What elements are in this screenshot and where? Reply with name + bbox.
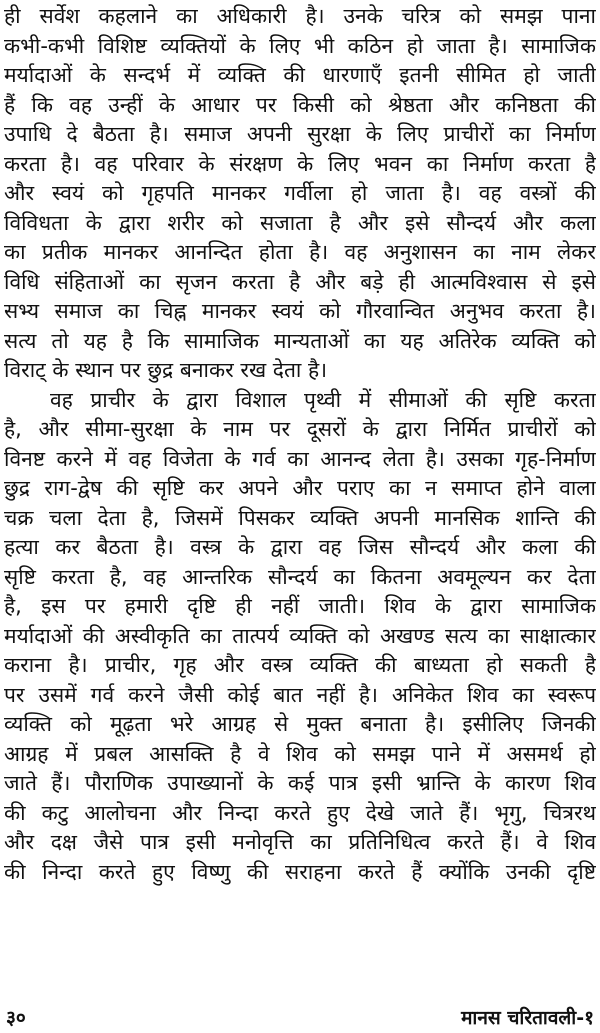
text-line: कभी-कभी विशिष्ट व्यक्तियों के लिए भी कठिन हो जाता है। सामाजिक <box>4 33 596 58</box>
text-line: हत्या कर बैठता है। वस्त्र के द्वारा वह जिस सौन्दर्य और कला की <box>4 535 596 559</box>
text-line: मर्यादाओं की अस्वीकृति का तात्पर्य व्यक्ति को अखण्ड सत्य का साक्षात्कार <box>4 623 596 648</box>
text-line: जाते हैं। पौराणिक उपाख्यानों के कई पात्र इसी भ्रान्ति के कारण शिव <box>4 771 596 795</box>
text-line: सभ्य समाज का चिह्न मानकर स्वयं को गौरवान्वित अनुभव करता है। <box>4 299 596 323</box>
text-line: विनष्ट करने में वह विजेता के गर्व का आनन्द लेता है। उसका गृह-निर्माण <box>4 446 596 471</box>
text-line: है, और सीमा-सुरक्षा के नाम पर दूसरों के द्वारा निर्मित प्राचीरों को <box>4 417 596 441</box>
text-line: व्यक्ति को मूढ़ता भरे आग्रह से मुक्त बनाता है। इसीलिए जिनकी <box>4 712 596 736</box>
paragraph-2 <box>4 386 596 888</box>
text-line: आग्रह में प्रबल आसक्ति है वे शिव को समझ पाने में असमर्थ हो <box>4 741 596 766</box>
text-line: कराना है। प्राचीर, गृह और वस्त्र व्यक्ति की बाध्यता हो सकती है <box>4 653 596 677</box>
text-line: और स्वयं को गृहपति मानकर गर्वीला हो जाता है। वह वस्त्रों की <box>4 181 596 205</box>
text-line: हैं कि वह उन्हीं के आधार पर किसी को श्रेष्ठता और कनिष्ठता की <box>4 92 596 117</box>
running-footer-title: मानस चरितावली-१ <box>461 1007 594 1029</box>
text-line: विराट् के स्थान पर छुद्र बनाकर रख देता है। <box>4 358 328 382</box>
text-line: वह प्राचीर के द्वारा विशाल पृथ्वी में सीमाओं की सृष्टि करता <box>50 387 596 412</box>
text-line: करता है। वह परिवार के संरक्षण के लिए भवन का निर्माण करता है <box>4 151 596 176</box>
text-line: सृष्टि करता है, वह आन्तरिक सौन्दर्य का कितना अवमूल्यन कर देता <box>4 564 596 589</box>
text-line: विविधता के द्वारा शरीर को सजाता है और इसे सौन्दर्य और कला <box>4 210 596 235</box>
text-line: मर्यादाओं के सन्दर्भ में व्यक्ति की धारणाएँ इतनी सीमित हो जाती <box>4 63 596 87</box>
body-text <box>4 2 596 887</box>
text-line: है, इस पर हमारी दृष्टि ही नहीं जाती। शिव के द्वारा सामाजिक <box>4 594 596 618</box>
text-line: की कटु आलोचना और निन्दा करते हुए देखे जाते हैं। भृगु, चित्ररथ <box>4 800 596 825</box>
text-line: की निन्दा करते हुए विष्णु की सराहना करते हैं क्योंकि उनकी दृष्टि <box>4 859 596 884</box>
text-line: उपाधि दे बैठता है। समाज अपनी सुरक्षा के लिए प्राचीरों का निर्माण <box>4 122 596 146</box>
text-line: और दक्ष जैसे पात्र इसी मनोवृत्ति का प्रतिनिधित्व करते हैं। वे शिव <box>4 830 596 854</box>
paragraph-1 <box>4 2 596 386</box>
text-line: छुद्र राग-द्वेष की सृष्टि कर अपने और पराए का न समाप्त होने वाला <box>4 476 596 500</box>
text-line: सत्य तो यह है कि सामाजिक मान्यताओं का यह अतिरेक व्यक्ति को <box>4 328 596 353</box>
text-line: पर उसमें गर्व करने जैसी कोई बात नहीं है। अनिकेत शिव का स्वरूप <box>4 682 596 707</box>
text-line: विधि संहिताओं का सृजन करता है और बड़े ही आत्मविश्वास से इसे <box>4 269 596 294</box>
page-number: ३० <box>6 1007 26 1029</box>
text-line: ही सर्वेश कहलाने का अधिकारी है। उनके चरित्र को समझ पाना <box>4 4 596 28</box>
text-line: का प्रतीक मानकर आनन्दित होता है। वह अनुशासन का नाम लेकर <box>4 240 596 264</box>
text-line: चक्र चला देता है, जिसमें पिसकर व्यक्ति अपनी मानसिक शान्ति की <box>4 505 596 530</box>
